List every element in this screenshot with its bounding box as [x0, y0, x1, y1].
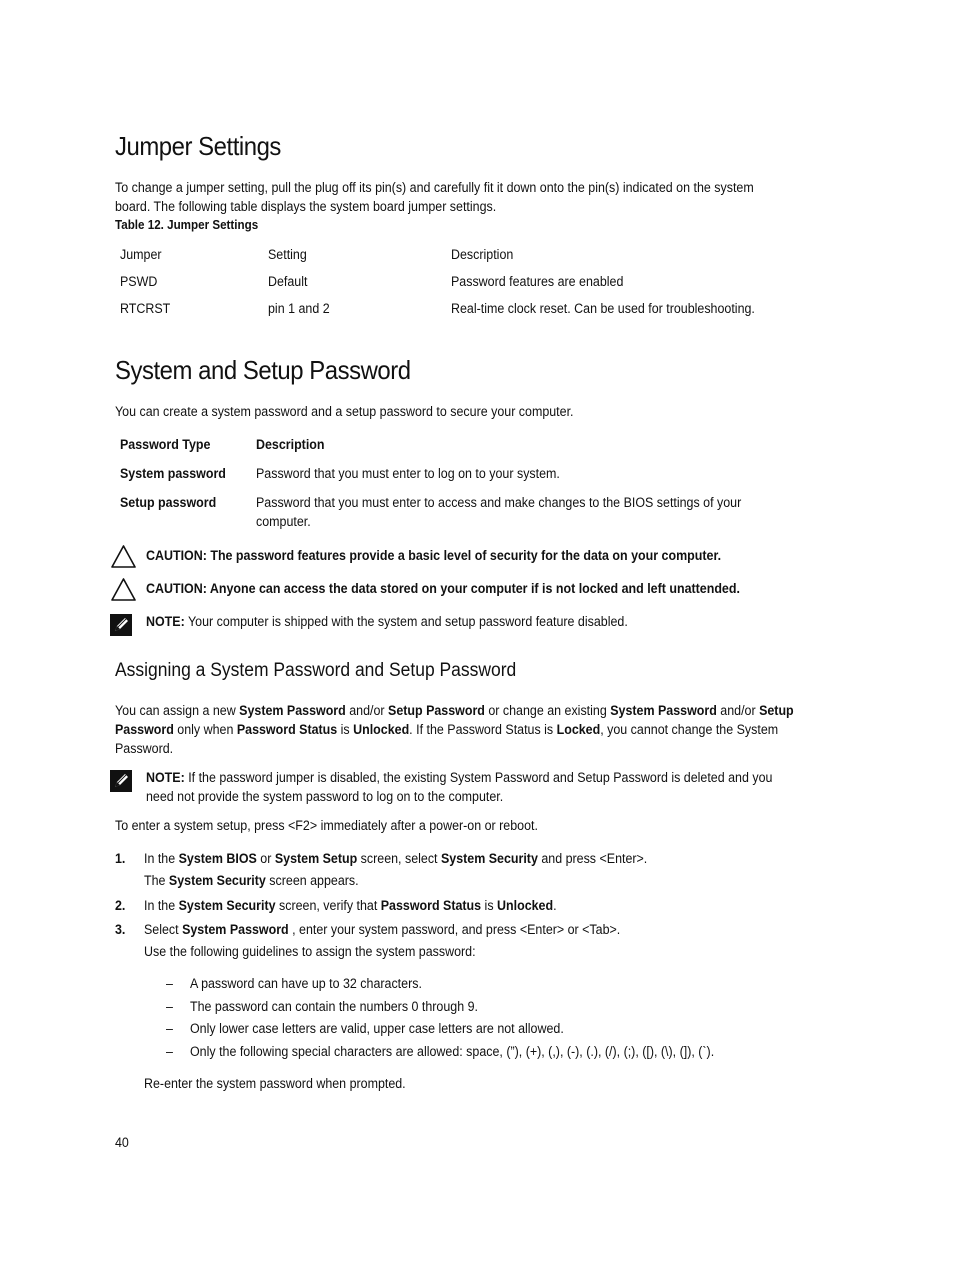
bullet-item: Only lower case letters are valid, upper case letters are not allowed.	[190, 1021, 564, 1036]
paragraph-line: To change a jumper setting, pull the plug off its pin(s) and carefully fit it down onto the pin(s) indicated on the system	[115, 180, 754, 195]
page-number: 40	[115, 1135, 129, 1150]
bullet-item: A password can have up to 32 characters.	[190, 976, 422, 991]
step-number: 3.	[115, 922, 126, 937]
table-cell: Real-time clock reset. Can be used for troubleshooting.	[451, 301, 755, 316]
table-header: Description	[451, 247, 514, 262]
paragraph-line: Re-enter the system password when prompted.	[144, 1076, 406, 1091]
paragraph-line: board. The following table displays the system board jumper settings.	[115, 199, 497, 214]
step-text: In the System BIOS or System Setup screen, select System Security and press <Enter>.	[144, 851, 648, 866]
table-cell: Default	[268, 274, 308, 289]
paragraph-line: You can assign a new System Password and/or Setup Password or change an existing System Password and/or Setup	[115, 703, 794, 718]
paragraph-line: Password.	[115, 741, 174, 756]
note-pencil-icon	[110, 614, 132, 636]
step-subtext: The System Security screen appears.	[144, 873, 359, 888]
caution-icon	[110, 544, 137, 569]
table-header: Setting	[268, 247, 307, 262]
bullet-item: Only the following special characters are allowed: space, (”), (+), (,), (-), (.), (/), (;), ([), (\), (]), (`).	[190, 1044, 715, 1059]
table-cell: RTCRST	[120, 301, 171, 316]
paragraph-line: Password only when Password Status is Unlocked. If the Password Status is Locked, you cannot change the System	[115, 722, 779, 737]
step-number: 2.	[115, 898, 126, 913]
bullet-dash: –	[166, 999, 173, 1014]
step-subtext: Use the following guidelines to assign the system password:	[144, 944, 476, 959]
bullet-dash: –	[166, 976, 173, 991]
table-cell: Password that you must enter to log on to your system.	[256, 466, 560, 481]
table-cell: pin 1 and 2	[268, 301, 330, 316]
paragraph-line: You can create a system password and a setup password to secure your computer.	[115, 404, 574, 419]
paragraph-line: To enter a system setup, press <F2> immediately after a power-on or reboot.	[115, 818, 538, 833]
table-header: Description	[256, 437, 325, 452]
note-label: NOTE:	[146, 770, 185, 785]
table-cell: Password features are enabled	[451, 274, 624, 289]
subsection-title: Assigning a System Password and Setup Password	[115, 660, 517, 681]
section-title-jumper-settings: Jumper Settings	[115, 131, 281, 161]
note-pencil-icon	[110, 770, 132, 792]
note-text: NOTE: If the password jumper is disabled, the existing System Password and Setup Password is deleted and you	[146, 770, 773, 785]
table-header: Password Type	[120, 437, 211, 452]
table-cell: computer.	[256, 514, 311, 529]
table-header: Jumper	[120, 247, 162, 262]
caution-icon	[110, 577, 137, 602]
step-text: Select System Password , enter your system password, and press <Enter> or <Tab>.	[144, 922, 621, 937]
note-label: NOTE:	[146, 614, 185, 629]
caution-text: CAUTION: Anyone can access the data stored on your computer if is not locked and left unattended.	[146, 581, 740, 596]
table-cell: Setup password	[120, 495, 217, 510]
bullet-item: The password can contain the numbers 0 through 9.	[190, 999, 478, 1014]
note-body: Your computer is shipped with the system and setup password feature disabled.	[184, 614, 628, 629]
note-text	[146, 612, 628, 631]
table-cell: System password	[120, 466, 226, 481]
table-caption: Table 12. Jumper Settings	[115, 218, 259, 232]
caution-text: CAUTION: The password features provide a basic level of security for the data on your computer.	[146, 548, 722, 563]
note-text: need not provide the system password to log on to the computer.	[146, 789, 504, 804]
section-title-system-setup-password: System and Setup Password	[115, 355, 411, 385]
bullet-dash: –	[166, 1021, 173, 1036]
bullet-dash: –	[166, 1044, 173, 1059]
step-text: In the System Security screen, verify that Password Status is Unlocked.	[144, 898, 557, 913]
step-number: 1.	[115, 851, 126, 866]
table-cell: PSWD	[120, 274, 158, 289]
table-cell: Password that you must enter to access and make changes to the BIOS settings of your	[256, 495, 742, 510]
